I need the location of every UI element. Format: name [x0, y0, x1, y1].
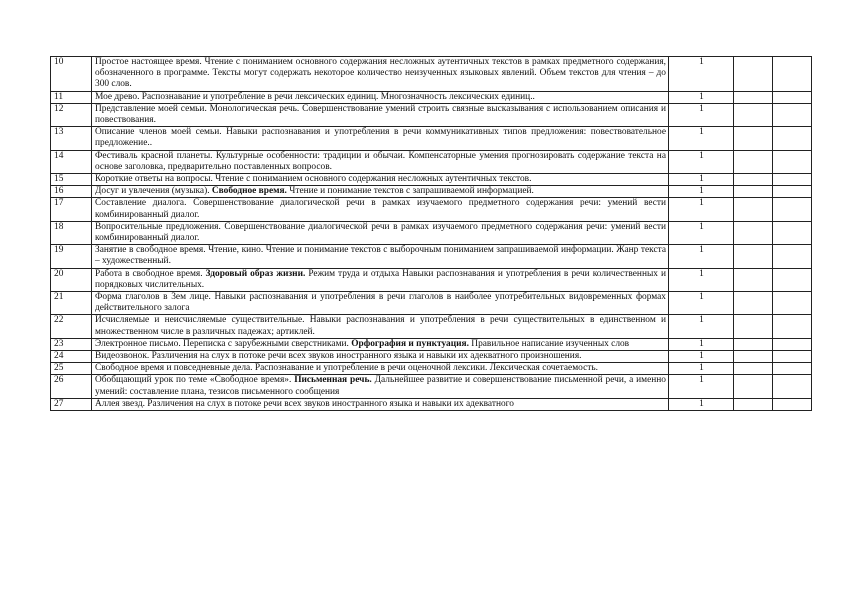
topic-text-segment: Описание членов моей семьи. Навыки распознавания и употребления в речи коммуникативных типов предложения: повествовательное предложение..: [95, 127, 666, 149]
lesson-number: 11: [51, 91, 92, 103]
topic-text-segment: Свободное время и повседневные дела. Распознавание и употребление в речи оценочной лексики. Лексическая сочетаемость.: [95, 363, 598, 374]
table-row: [51, 245, 812, 268]
topic-bold-segment: Здоровый образ жизни.: [205, 268, 306, 279]
date-plan-cell: [734, 338, 773, 350]
topic-text-segment: Исчисляемые и неисчисляемые существительные. Навыки распознавания и употребления в речи существительных в единственном и множественном числе в различных падежах; артиклей.: [95, 315, 666, 337]
date-plan-cell: [734, 127, 773, 150]
lesson-topic: [92, 375, 669, 398]
date-plan-cell: [734, 363, 773, 375]
date-fact-cell: [773, 398, 812, 410]
lesson-hours: 1: [669, 363, 734, 375]
topic-text-segment: Занятие в свободное время. Чтение, кино. Чтение и понимание текстов с выборочным пониманием запрашиваемой информации. Жанр текста – художественный.: [95, 245, 666, 267]
date-fact-cell: [773, 57, 812, 92]
lesson-topic: [92, 245, 669, 268]
lesson-number: 15: [51, 174, 92, 186]
topic-text-segment: Мое древо. Распознавание и употребление в речи лексических единиц. Многозначность лексических единиц..: [95, 91, 535, 102]
date-fact-cell: [773, 186, 812, 198]
topic-text-segment: Простое настоящее время. Чтение с пониманием основного содержания несложных аутентичных текстов в рамках предметного содержания, обозначенного в программе. Тексты могут содержать некоторое количество неизученных языковых явлений. Объем текстов для чтения – до 300 слов.: [95, 57, 666, 90]
topic-text-segment: Вопросительные предложения. Совершенствование диалогической речи в рамках изучаемого предметного содержания речи: умений вести комбинированный диалог.: [95, 221, 666, 244]
lesson-hours: 1: [669, 127, 734, 150]
lesson-topic: [92, 338, 669, 350]
topic-text-segment: Обобщающий урок по теме «Свободное время».: [95, 375, 295, 386]
date-plan-cell: [734, 221, 773, 244]
date-fact-cell: [773, 174, 812, 186]
topic-text-segment: Форма глаголов в 3ем лице. Навыки распознавания и употребления в речи глаголов в наиболее употребительных видовременных формах действительного залога: [95, 292, 666, 314]
lesson-hours: 1: [669, 186, 734, 198]
lesson-topic: [92, 221, 669, 244]
table-row: [51, 292, 812, 315]
date-plan-cell: [734, 315, 773, 338]
date-plan-cell: [734, 198, 773, 221]
lesson-topic: [92, 57, 669, 92]
date-fact-cell: [773, 150, 812, 173]
lesson-hours: 1: [669, 338, 734, 350]
date-fact-cell: [773, 198, 812, 221]
lesson-number: 21: [51, 292, 92, 315]
date-plan-cell: [734, 150, 773, 173]
lesson-number: 25: [51, 363, 92, 375]
table-row: [51, 363, 812, 375]
lesson-topic: [92, 103, 669, 126]
lesson-number: 23: [51, 338, 92, 350]
topic-text-segment: Работа в свободное время.: [95, 268, 206, 279]
table-row: [51, 338, 812, 350]
table-row: [51, 198, 812, 221]
table-row: [51, 351, 812, 363]
lesson-number: 14: [51, 150, 92, 173]
lesson-topic: [92, 91, 669, 103]
topic-text-segment: Короткие ответы на вопросы. Чтение с пониманием основного содержания несложных аутентичных текстов.: [95, 174, 532, 185]
topic-text-segment: Аллея звезд. Различения на слух в потоке речи всех звуков иностранного языка и навыки их адекватного: [95, 398, 514, 409]
lesson-number: 19: [51, 245, 92, 268]
date-fact-cell: [773, 221, 812, 244]
table-row: [51, 91, 812, 103]
lesson-hours: 1: [669, 292, 734, 315]
table-row: [51, 150, 812, 173]
date-plan-cell: [734, 245, 773, 268]
table-row: [51, 221, 812, 244]
lesson-topic: [92, 198, 669, 221]
date-plan-cell: [734, 398, 773, 410]
topic-text-segment: Фестиваль красной планеты. Культурные особенности: традиции и обычаи. Компенсаторные умения прогнозировать содержание текста на основе заголовка, предварительно поставленных вопросов.: [95, 150, 666, 172]
topic-text-segment: Видеозвонок. Различения на слух в потоке речи всех звуков иностранного языка и навыки их адекватного произношения.: [95, 351, 582, 362]
table-row: [51, 57, 812, 92]
lesson-hours: 1: [669, 315, 734, 338]
table-row: [51, 268, 812, 291]
lesson-hours: 1: [669, 103, 734, 126]
date-plan-cell: [734, 91, 773, 103]
lesson-hours: 1: [669, 375, 734, 398]
lesson-topic: [92, 127, 669, 150]
date-fact-cell: [773, 91, 812, 103]
topic-text-segment: Правильное написание изученных слов: [468, 338, 630, 349]
date-plan-cell: [734, 351, 773, 363]
topic-text-segment: Электронное письмо. Переписка с зарубежными сверстниками.: [95, 338, 352, 349]
date-plan-cell: [734, 174, 773, 186]
lesson-number: 16: [51, 186, 92, 198]
date-plan-cell: [734, 375, 773, 398]
table-row: [51, 375, 812, 398]
date-fact-cell: [773, 315, 812, 338]
date-plan-cell: [734, 57, 773, 92]
lesson-topic: [92, 150, 669, 173]
lesson-number: 18: [51, 221, 92, 244]
topic-bold-segment: Орфография и пунктуация.: [351, 338, 469, 349]
topic-text-segment: Представление моей семьи. Монологическая речь. Совершенствование умений строить связные высказывания с использованием описания и повествования.: [95, 103, 666, 126]
lesson-topic: [92, 363, 669, 375]
lesson-topic: [92, 292, 669, 315]
lesson-hours: 1: [669, 198, 734, 221]
date-fact-cell: [773, 363, 812, 375]
lesson-number: 27: [51, 398, 92, 410]
lesson-plan-body: [51, 57, 812, 411]
lesson-hours: 1: [669, 150, 734, 173]
date-plan-cell: [734, 103, 773, 126]
lesson-hours: 1: [669, 221, 734, 244]
date-plan-cell: [734, 268, 773, 291]
date-fact-cell: [773, 103, 812, 126]
table-row: [51, 186, 812, 198]
topic-text-segment: Дальнейшее развитие и совершенствование письменной речи, а именно умений: составление плана, тезисов письменного сообщения: [95, 375, 666, 397]
lesson-hours: 1: [669, 351, 734, 363]
lesson-hours: 1: [669, 174, 734, 186]
lesson-topic: [92, 315, 669, 338]
topic-text-segment: Режим труда и отдыха Навыки распознавания и употребления в речи количественных и порядковых числительных.: [95, 268, 666, 290]
lesson-number: 22: [51, 315, 92, 338]
lesson-number: 26: [51, 375, 92, 398]
date-fact-cell: [773, 351, 812, 363]
lesson-hours: 1: [669, 398, 734, 410]
date-fact-cell: [773, 375, 812, 398]
lesson-number: 24: [51, 351, 92, 363]
lesson-topic: [92, 398, 669, 410]
table-row: [51, 127, 812, 150]
lesson-topic: [92, 186, 669, 198]
date-fact-cell: [773, 268, 812, 291]
lesson-number: 12: [51, 103, 92, 126]
lesson-number: 13: [51, 127, 92, 150]
lesson-topic: [92, 268, 669, 291]
topic-bold-segment: Письменная речь.: [294, 375, 372, 386]
table-row: [51, 398, 812, 410]
lesson-hours: 1: [669, 91, 734, 103]
lesson-topic: [92, 351, 669, 363]
table-row: [51, 315, 812, 338]
date-fact-cell: [773, 127, 812, 150]
topic-text-segment: Чтение и понимание текстов с запрашиваемой информацией.: [286, 186, 534, 197]
lesson-number: 17: [51, 198, 92, 221]
date-plan-cell: [734, 292, 773, 315]
lesson-topic: [92, 174, 669, 186]
topic-text-segment: Досуг и увлечения (музыка).: [95, 186, 212, 197]
topic-text-segment: Составление диалога. Совершенствование диалогической речи в рамках изучаемого предметного содержания речи: умений вести комбинированный диалог.: [95, 198, 666, 220]
date-plan-cell: [734, 186, 773, 198]
table-row: [51, 174, 812, 186]
date-fact-cell: [773, 292, 812, 315]
lesson-hours: 1: [669, 268, 734, 291]
table-row: [51, 103, 812, 126]
lesson-plan-table: [50, 56, 812, 411]
lesson-number: 10: [51, 57, 92, 92]
date-fact-cell: [773, 338, 812, 350]
date-fact-cell: [773, 245, 812, 268]
topic-bold-segment: Свободное время.: [211, 186, 287, 197]
lesson-hours: 1: [669, 57, 734, 92]
lesson-hours: 1: [669, 245, 734, 268]
lesson-number: 20: [51, 268, 92, 291]
